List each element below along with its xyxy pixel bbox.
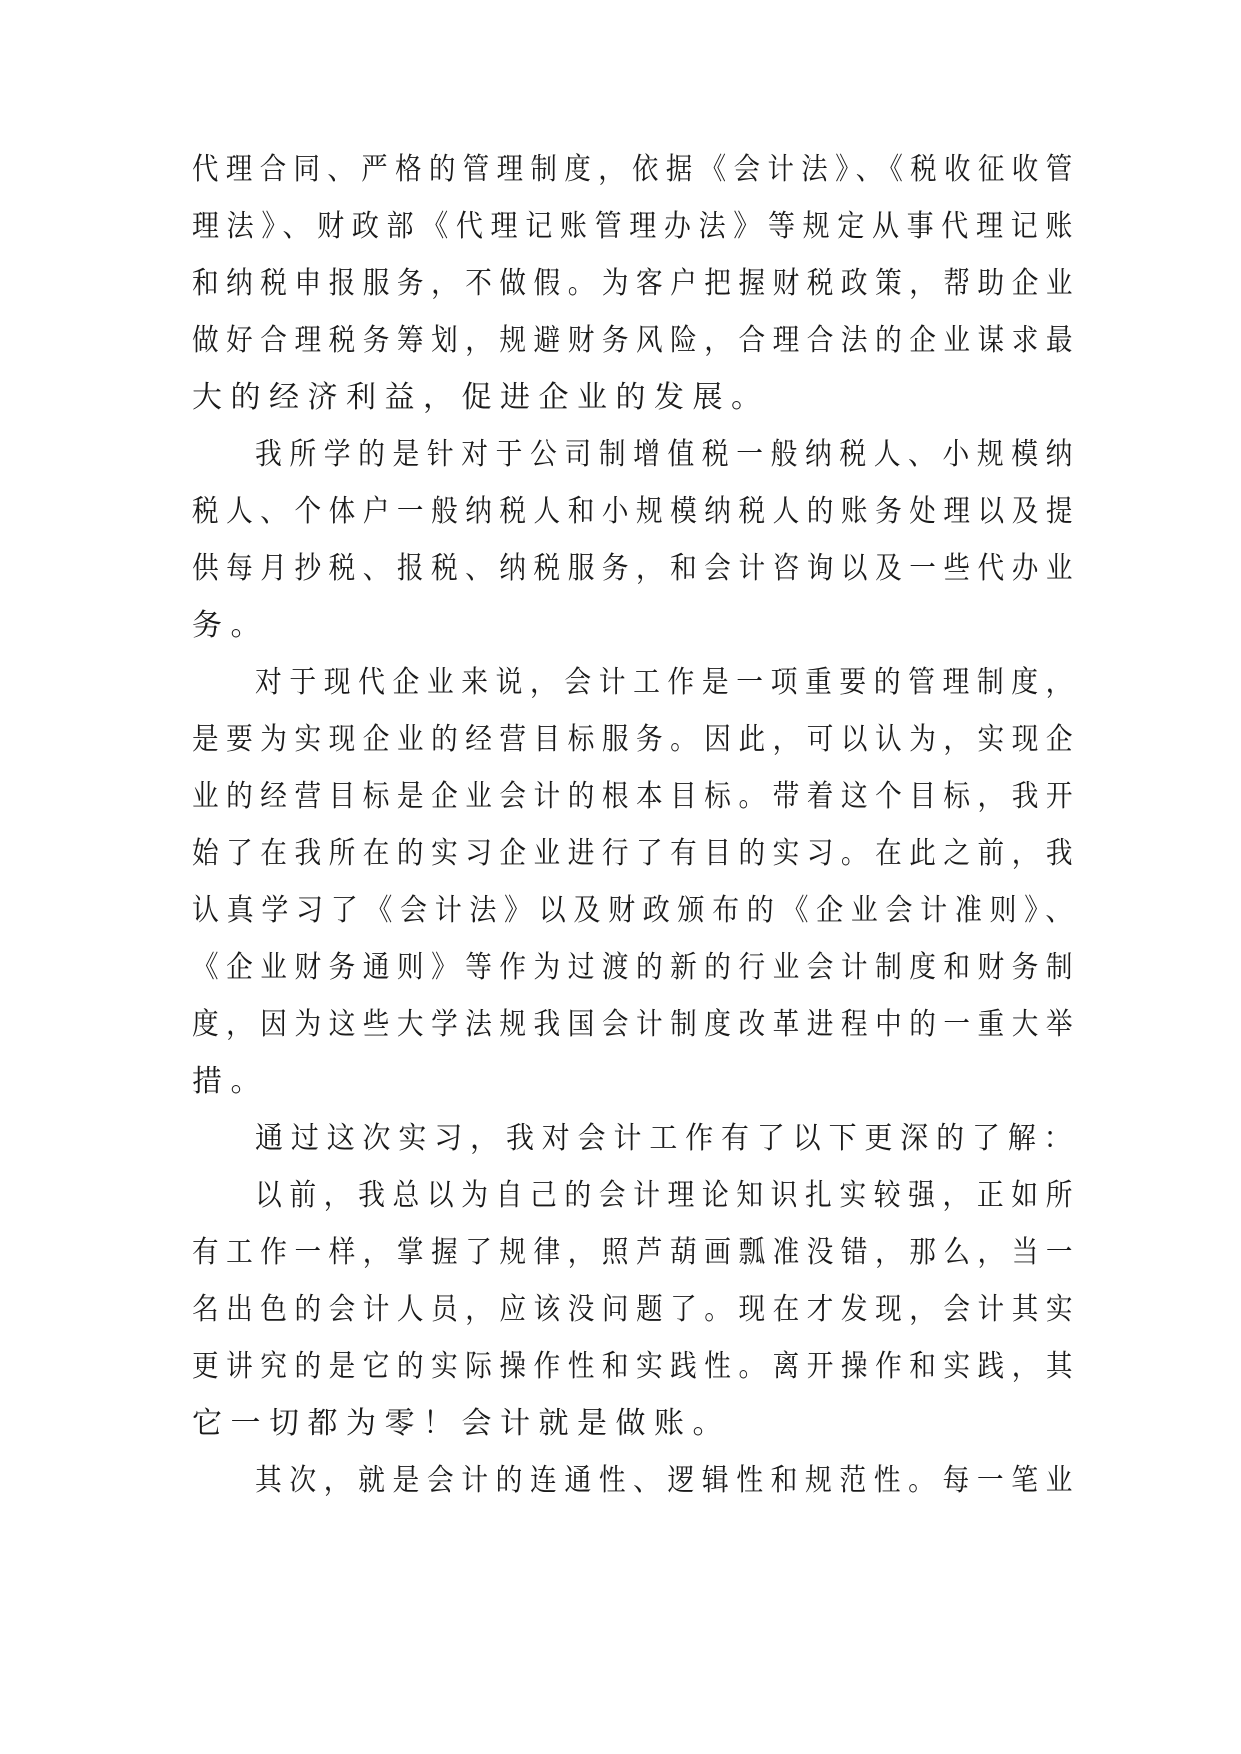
text-line: 度，因为这些大学法规我国会计制度改革进程中的一重大举 bbox=[192, 1007, 1080, 1042]
text-line: 《企业财务通则》等作为过渡的新的行业会计制度和财务制 bbox=[192, 950, 1080, 985]
text-line: 始了在我所在的实习企业进行了有目的实习。在此之前，我 bbox=[192, 836, 1080, 871]
text-line: 代理合同、严格的管理制度，依据《会计法》、《税收征收管 bbox=[192, 152, 1080, 187]
paragraph-start-line: 以前，我总以为自己的会计理论知识扎实较强，正如所 bbox=[255, 1178, 1080, 1213]
text-line: 供每月抄税、报税、纳税服务，和会计咨询以及一些代办业 bbox=[192, 551, 1080, 586]
text-line: 措。 bbox=[192, 1064, 269, 1099]
text-line: 税人、个体户一般纳税人和小规模纳税人的账务处理以及提 bbox=[192, 494, 1080, 529]
text-line: 更讲究的是它的实际操作性和实践性。离开操作和实践，其 bbox=[192, 1349, 1080, 1384]
text-line: 理法》、财政部《代理记账管理办法》等规定从事代理记账 bbox=[192, 209, 1080, 244]
paragraph-start-line: 我所学的是针对于公司制增值税一般纳税人、小规模纳 bbox=[255, 437, 1080, 472]
text-line: 名出色的会计人员，应该没问题了。现在才发现，会计其实 bbox=[192, 1292, 1080, 1327]
paragraph-start-line: 通过这次实习，我对会计工作有了以下更深的了解： bbox=[255, 1121, 1080, 1156]
text-line: 业的经营目标是企业会计的根本目标。带着这个目标，我开 bbox=[192, 779, 1080, 814]
paragraph-start-line: 其次，就是会计的连通性、逻辑性和规范性。每一笔业 bbox=[255, 1463, 1080, 1498]
text-line: 它一切都为零！会计就是做账。 bbox=[192, 1406, 731, 1441]
text-line: 有工作一样，掌握了规律，照芦葫画瓢准没错，那么，当一 bbox=[192, 1235, 1080, 1270]
text-line: 做好合理税务筹划，规避财务风险，合理合法的企业谋求最 bbox=[192, 323, 1080, 358]
text-line: 认真学习了《会计法》以及财政颁布的《企业会计准则》、 bbox=[192, 893, 1080, 928]
text-line: 是要为实现企业的经营目标服务。因此，可以认为，实现企 bbox=[192, 722, 1080, 757]
text-line: 务。 bbox=[192, 608, 269, 643]
text-line: 大的经济利益，促进企业的发展。 bbox=[192, 380, 770, 415]
paragraph-start-line: 对于现代企业来说，会计工作是一项重要的管理制度， bbox=[255, 665, 1080, 700]
text-line: 和纳税申报服务，不做假。为客户把握财税政策，帮助企业 bbox=[192, 266, 1080, 301]
